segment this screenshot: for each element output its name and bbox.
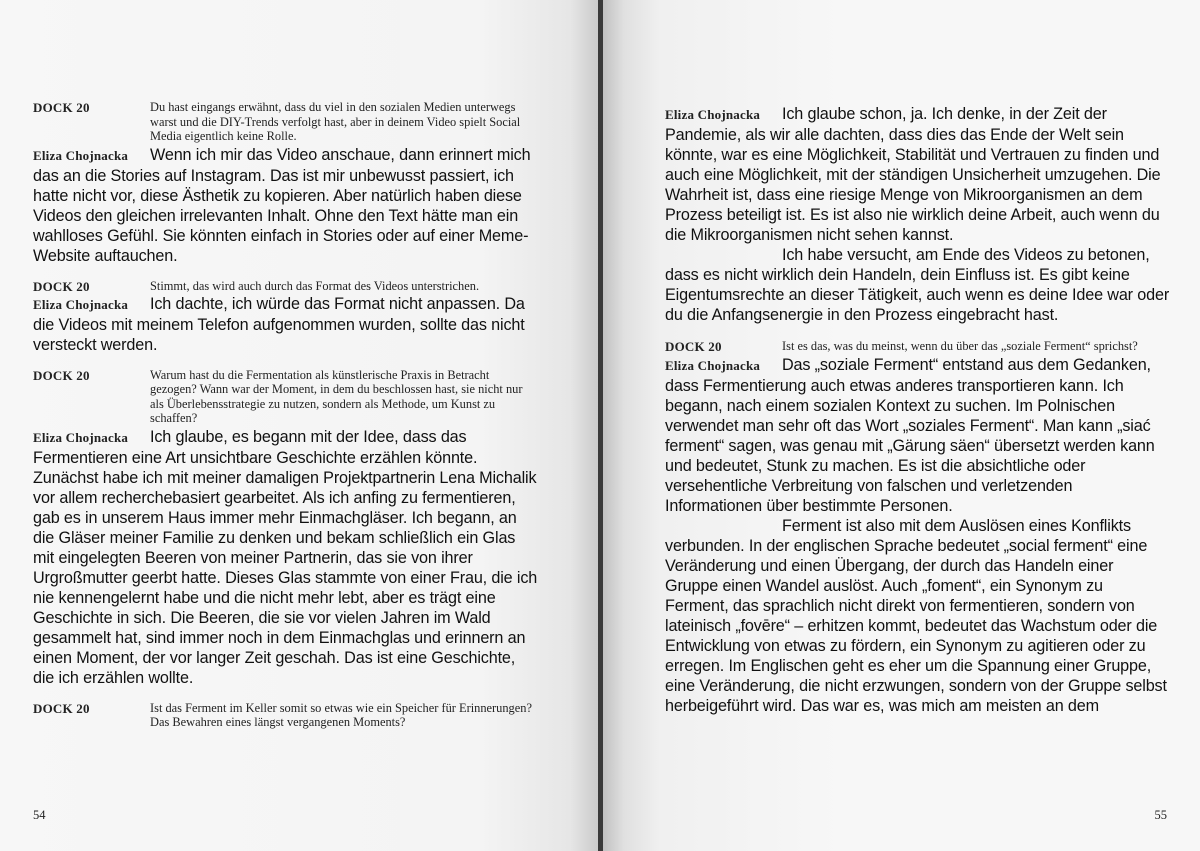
answer-text: Ich habe versucht, am Ende des Videos zu betonen, dass es nicht wirklich dein Handeln, dein Einfluss ist. Es gibt keine Eigentumsrechte an dieser Tätigkeit, auch wenn es deine Idee war oder du die Anfangsenergie in den Prozess eingebracht hast.: [665, 246, 1170, 324]
interview-block: [33, 100, 538, 266]
answer-text: Wenn ich mir das Video anschaue, dann erinnert mich das an die Stories auf Instagram. Das ist mir unbewusst passiert, ich hatte nicht vor, diese Ästhetik zu kopieren. Aber natürlich haben diese Videos den gleichen irrelevanten Inhalt. Ohne den Text hätte man ein wahlloses Gefühl. Sie könnten einfach in Stories oder auf einer Meme-Website auftauchen.: [33, 145, 531, 265]
answer-text: Das „soziale Ferment“ entstand aus dem Gedanken, dass Fermentierung auch etwas anderes transportieren kann. Ich begann, nach einem sozialen Kontext zu suchen. Im Polnischen verwendet man sehr oft das Wort „soziales Ferment“. Man kann „siać ferment“ sagen, was genau mit „Gärung säen“ übersetzt werden kann und bedeutet, Stunk zu machen. Es ist die absichtliche oder versehentliche Verbreitung von falschen und verletzenden Informationen über bestimmte Personen.: [665, 356, 1155, 515]
question-text: Stimmt, das wird auch durch das Format des Videos unterstrichen.: [150, 278, 480, 293]
answer-text: Ich glaube schon, ja. Ich denke, in der Zeit der Pandemie, als wir alle dachten, dass dies das Ende der Welt sein könnte, war es eine Möglichkeit, Stabilität und Vertrauen zu finden und auch eine Möglichkeit, mit der ständigen Unsicherheit umzugehen. Die Wahrheit ist, dass eine riesige Menge von Mikroorganismen an dem Prozess beteiligt ist. Es ist also nie wirklich deine Arbeit, auch wenn du die Mikroorganismen nicht sehen kannst.: [665, 105, 1161, 244]
answer-paragraph: [665, 245, 1170, 325]
interview-block: [33, 279, 538, 355]
answer-text: Ich glaube, es begann mit der Idee, dass das Fermentieren eine Art unsichtbare Geschichte erzählen könnte. Zunächst habe ich mit meiner damaligen Projektpartnerin Lena Michalik vor allem recherchebasiert gearbeitet. Als ich anfing zu fermentieren, gab es in unserem Haus immer mehr Einmachgläser. Ich begann, an die Gläser meiner Familie zu denken und bekam schließlich ein Glas mit eingelegten Beeren von meiner Partnerin, das sie von ihrer Urgroßmutter geerbt hatte. Dieses Glas stammte von einer Frau, die ich nie kennengelernt habe und die nicht mehr lebt, aber es trägt eine Geschichte in sich. Die Beeren, die sie vor vielen Jahren im Wald gesammelt hat, sind immer noch in dem Einmachglas und erinnern an einen Moment, der vor langer Zeit geschah. Das ist eine Geschichte, die ich erzählen wollte.: [33, 427, 538, 687]
answer-paragraph: [33, 427, 538, 688]
interview-block: [665, 339, 1170, 716]
question-speaker: DOCK 20: [33, 367, 90, 383]
answer-speaker: Eliza Chojnacka: [665, 107, 761, 122]
answer-speaker: Eliza Chojnacka: [33, 147, 129, 163]
answer-paragraph: [33, 145, 538, 266]
question-row: [665, 339, 1170, 354]
question-row: [33, 368, 538, 426]
question-row: [33, 100, 538, 144]
right-page: [600, 0, 1200, 851]
question-text: Warum hast du die Fermentation als künstlerische Praxis in Betracht gezogen? Wann war der Moment, in dem du beschlossen hast, sie nicht nur als Überlebensstrategie zu nutzen, sondern als Methode, um Kunst zu schaffen?: [150, 367, 523, 425]
question-speaker: DOCK 20: [33, 100, 90, 115]
answer-speaker: Eliza Chojnacka: [33, 296, 129, 312]
question-text: Ist das Ferment im Keller somit so etwas wie ein Speicher für Erinnerungen? Das Bewahren eines längst vergangenen Moments?: [150, 700, 532, 729]
question-speaker: DOCK 20: [33, 278, 90, 294]
answer-paragraph: [665, 104, 1170, 245]
answer-text: Ich dachte, ich würde das Format nicht anpassen. Da die Videos mit meinem Telefon aufgenommen wurden, sollte das nicht versteckt werden.: [33, 294, 525, 354]
left-page-content: [33, 100, 538, 730]
answer-paragraph: [665, 516, 1170, 716]
question-row: [33, 279, 538, 294]
answer-paragraph: [665, 355, 1170, 516]
answer-text: Ferment ist also mit dem Auslösen eines Konflikts verbunden. In der englischen Sprache bedeutet „social ferment“ eine Veränderung und einen Übergang, der durch das Handeln einer Gruppe einen Wandel auslöst. Auch „foment“, ein Synonym zu Ferment, das sprachlich nicht direkt von fermentieren, sondern von lateinisch „fovēre“ – erhitzen kommt, bedeutet das Wachstum oder die Entwicklung von etwas zu fördern, ein Synonym zu agitieren oder zu erregen. Im Englischen geht es eher um die Spannung einer Gruppe, eine Veränderung, die nicht erzwungen, sondern von der Gruppe selbst herbeigeführt wird. Das war es, was mich am meisten an dem: [665, 517, 1167, 715]
answer-paragraph: [33, 294, 538, 355]
book-gutter: [598, 0, 603, 851]
question-row: [33, 701, 538, 730]
interview-block: [33, 368, 538, 688]
interview-block: [33, 701, 538, 730]
right-page-content: [665, 104, 1170, 716]
answer-speaker: Eliza Chojnacka: [33, 429, 129, 445]
question-speaker: DOCK 20: [665, 339, 722, 354]
question-speaker: DOCK 20: [33, 700, 90, 716]
question-text: Du hast eingangs erwähnt, dass du viel in den sozialen Medien unterwegs warst und die DIY-Trends verfolgt hast, aber in deinem Video spielt Social Media eigentlich keine Rolle.: [150, 100, 521, 143]
page-number: 54: [33, 808, 46, 822]
question-text: Ist es das, was du meinst, wenn du über das „soziale Ferment“ sprichst?: [782, 339, 1138, 353]
answer-speaker: Eliza Chojnacka: [665, 358, 761, 373]
page-number: 55: [1154, 808, 1167, 822]
